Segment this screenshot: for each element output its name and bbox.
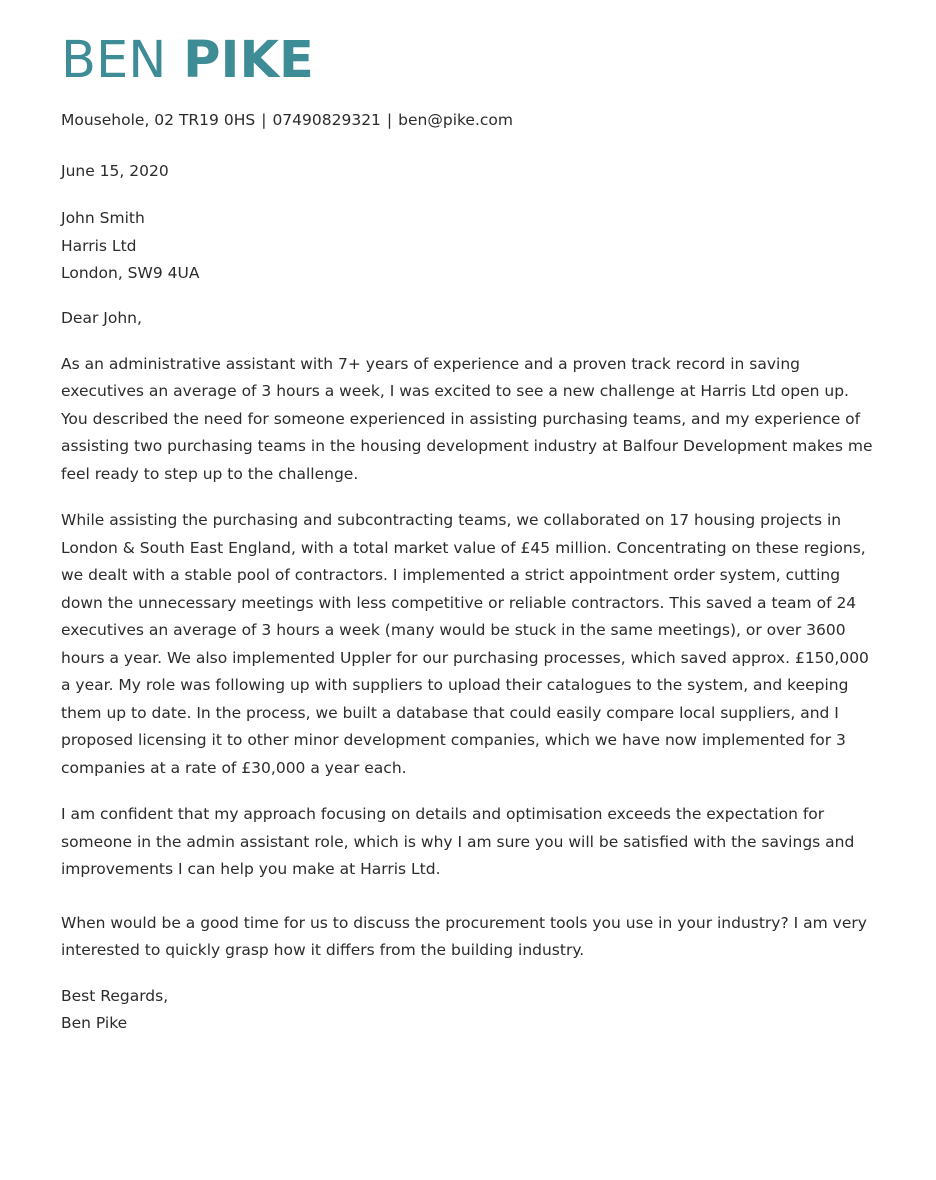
recipient-company: Harris Ltd (61, 236, 137, 255)
first-name: BEN (61, 31, 167, 90)
contact-line (61, 108, 876, 132)
body-paragraph: I am confident that my approach focusing on details and optimisation exceeds the expectation for someone in the admin assistant role, which is why I am sure you will be satisfied with the savings and improvements I can help you make at Harris Ltd. (61, 805, 855, 878)
body-paragraph: While assisting the purchasing and subcontracting teams, we collaborated on 17 housing projects in London & South East England, with a total market value of £45 million. Concentrating on these regions, we dealt with a stable pool of contractors. I implemented a strict appointment order system, cutting down the unnecessary meetings with less competitive or reliable contractors. This saved a team of 24 executives an average of 3 hours a week (many would be stuck in the same meetings), or over 3600 hours a year. We also implemented Uppler for our purchasing processes, which saved approx. £150,000 a year. My role was following up with suppliers to upload their catalogues to the system, and keeping them up to date. In the process, we built a database that could easily compare local suppliers, and I proposed licensing it to other minor development companies, which we have now implemented for 3 companies at a rate of £30,000 a year each. (61, 511, 869, 777)
contact-separator: | (261, 111, 267, 129)
contact-email: ben@pike.com (398, 111, 513, 129)
contact-address: Mousehole, 02 TR19 0HS (61, 111, 256, 129)
salutation: Dear John, (61, 308, 142, 327)
closing-block (61, 983, 876, 1038)
letter-date: June 15, 2020 (61, 162, 169, 180)
body-paragraph: When would be a good time for us to discuss the procurement tools you use in your industry? I am very interested to quickly grasp how it differs from the building industry. (61, 913, 867, 959)
body-paragraph: As an administrative assistant with 7+ years of experience and a proven track record in saving executives an average of 3 hours a week, I was excited to see a new challenge at Harris Ltd open up. You described the need for someone experienced in assisting purchasing teams, and my experience of assisting two purchasing teams in the housing development industry at Balfour Development makes me feel ready to step up to the challenge. (61, 354, 873, 483)
recipient-block (61, 205, 876, 288)
signature-name: Ben Pike (61, 1014, 128, 1032)
sign-off: Best Regards, (61, 986, 169, 1005)
contact-separator: | (386, 111, 393, 129)
recipient-name: John Smith (61, 209, 145, 227)
contact-phone: 07490829321 (272, 111, 381, 129)
applicant-name (61, 30, 876, 92)
last-name: PIKE (183, 31, 314, 90)
recipient-city: London, SW9 4UA (61, 264, 200, 282)
